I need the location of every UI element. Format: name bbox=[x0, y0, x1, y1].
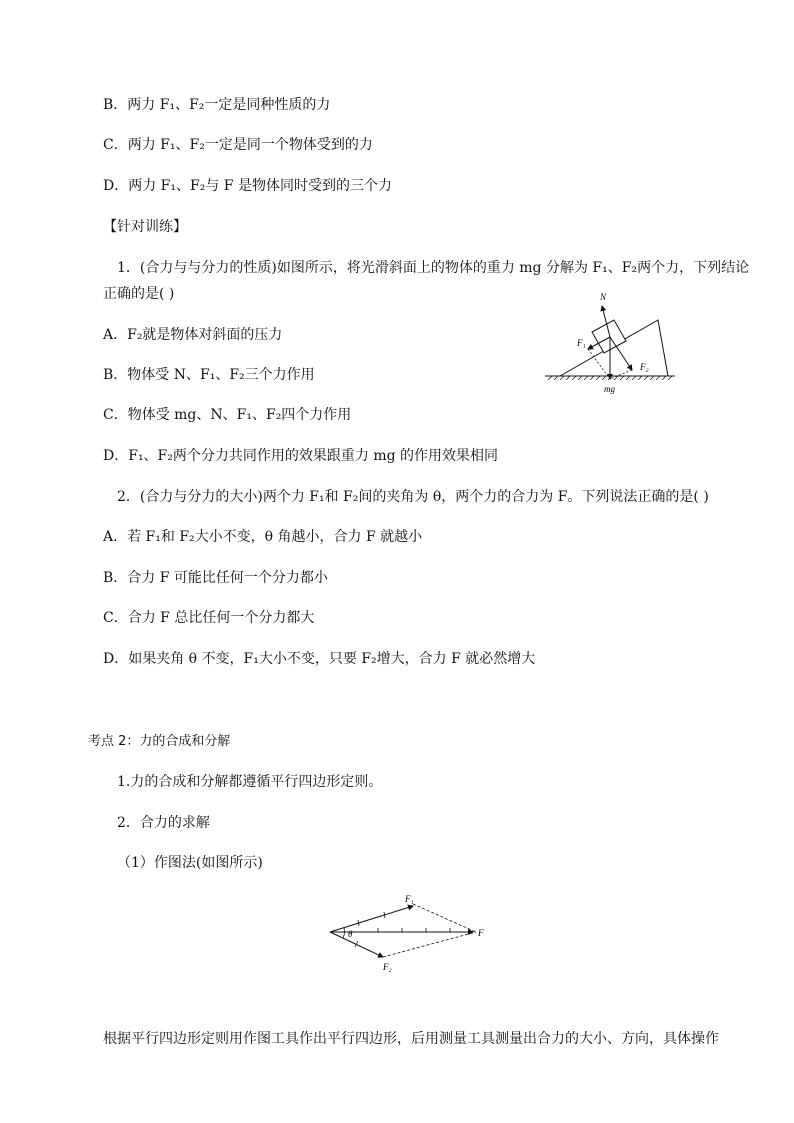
paragraph-drawing-method: （1）作图法(如图所示) bbox=[117, 855, 263, 871]
label-mg: mg bbox=[604, 384, 615, 394]
paragraph-parallelogram-rule: 1.力的合成和分解都遵循平行四边形定则。 bbox=[117, 774, 383, 790]
paragraph-resultant-heading: 2．合力的求解 bbox=[117, 815, 210, 831]
training-heading: 【针对训练】 bbox=[103, 219, 187, 235]
question-2-option-b: B．合力 F 可能比任何一个分力都小 bbox=[103, 570, 328, 586]
question-1-option-a: A．F₂就是物体对斜面的压力 bbox=[103, 327, 283, 343]
option-b-intro: B．两力 F₁、F₂一定是同种性质的力 bbox=[103, 97, 331, 113]
label-f2: F₂ bbox=[640, 362, 649, 372]
question-2-stem: 2．(合力与分力的大小)两个力 F₁和 F₂间的夹角为 θ，两个力的合力为 F。下列说法正确的是( ) bbox=[117, 489, 709, 505]
label-f2: F₂ bbox=[383, 962, 392, 972]
question-2-option-c: C．合力 F 总比任何一个分力都大 bbox=[103, 610, 315, 626]
label-f: F bbox=[478, 928, 484, 938]
label-f1: F₁ bbox=[405, 894, 414, 904]
option-c-intro: C．两力 F₁、F₂一定是同一个物体受到的力 bbox=[103, 137, 373, 153]
question-1-option-b: B．物体受 N、F₁、F₂三个力作用 bbox=[103, 367, 315, 383]
question-2-option-d: D．如果夹角 θ 不变，F₁大小不变，只要 F₂增大，合力 F 就必然增大 bbox=[103, 651, 536, 667]
question-1-option-d: D．F₁、F₂两个分力共同作用的效果跟重力 mg 的作用效果相同 bbox=[103, 448, 499, 464]
question-1-option-c: C．物体受 mg、N、F₁、F₂四个力作用 bbox=[103, 407, 352, 423]
option-d-intro: D．两力 F₁、F₂与 F 是物体同时受到的三个力 bbox=[103, 178, 392, 194]
question-2-option-a: A．若 F₁和 F₂大小不变，θ 角越小，合力 F 就越小 bbox=[103, 529, 423, 545]
paragraph-drawing-procedure: 根据平行四边形定则用作图工具作出平行四边形，后用测量工具测量出合力的大小、方向，具体操作 bbox=[103, 1031, 719, 1047]
question-1-line-2: 正确的是( ) bbox=[103, 286, 175, 302]
label-theta: θ bbox=[348, 929, 353, 939]
incline-force-diagram bbox=[540, 290, 690, 400]
label-n: N bbox=[600, 292, 607, 302]
question-1-line-1: 1．(合力与与分力的性质)如图所示，将光滑斜面上的物体的重力 mg 分解为 F₁、F₂两个力，下列结论 bbox=[117, 260, 750, 276]
section-heading-kaodian-2: 考点 2：力的合成和分解 bbox=[88, 734, 231, 749]
label-f1: F₁ bbox=[577, 338, 586, 348]
parallelogram-diagram bbox=[320, 890, 500, 980]
